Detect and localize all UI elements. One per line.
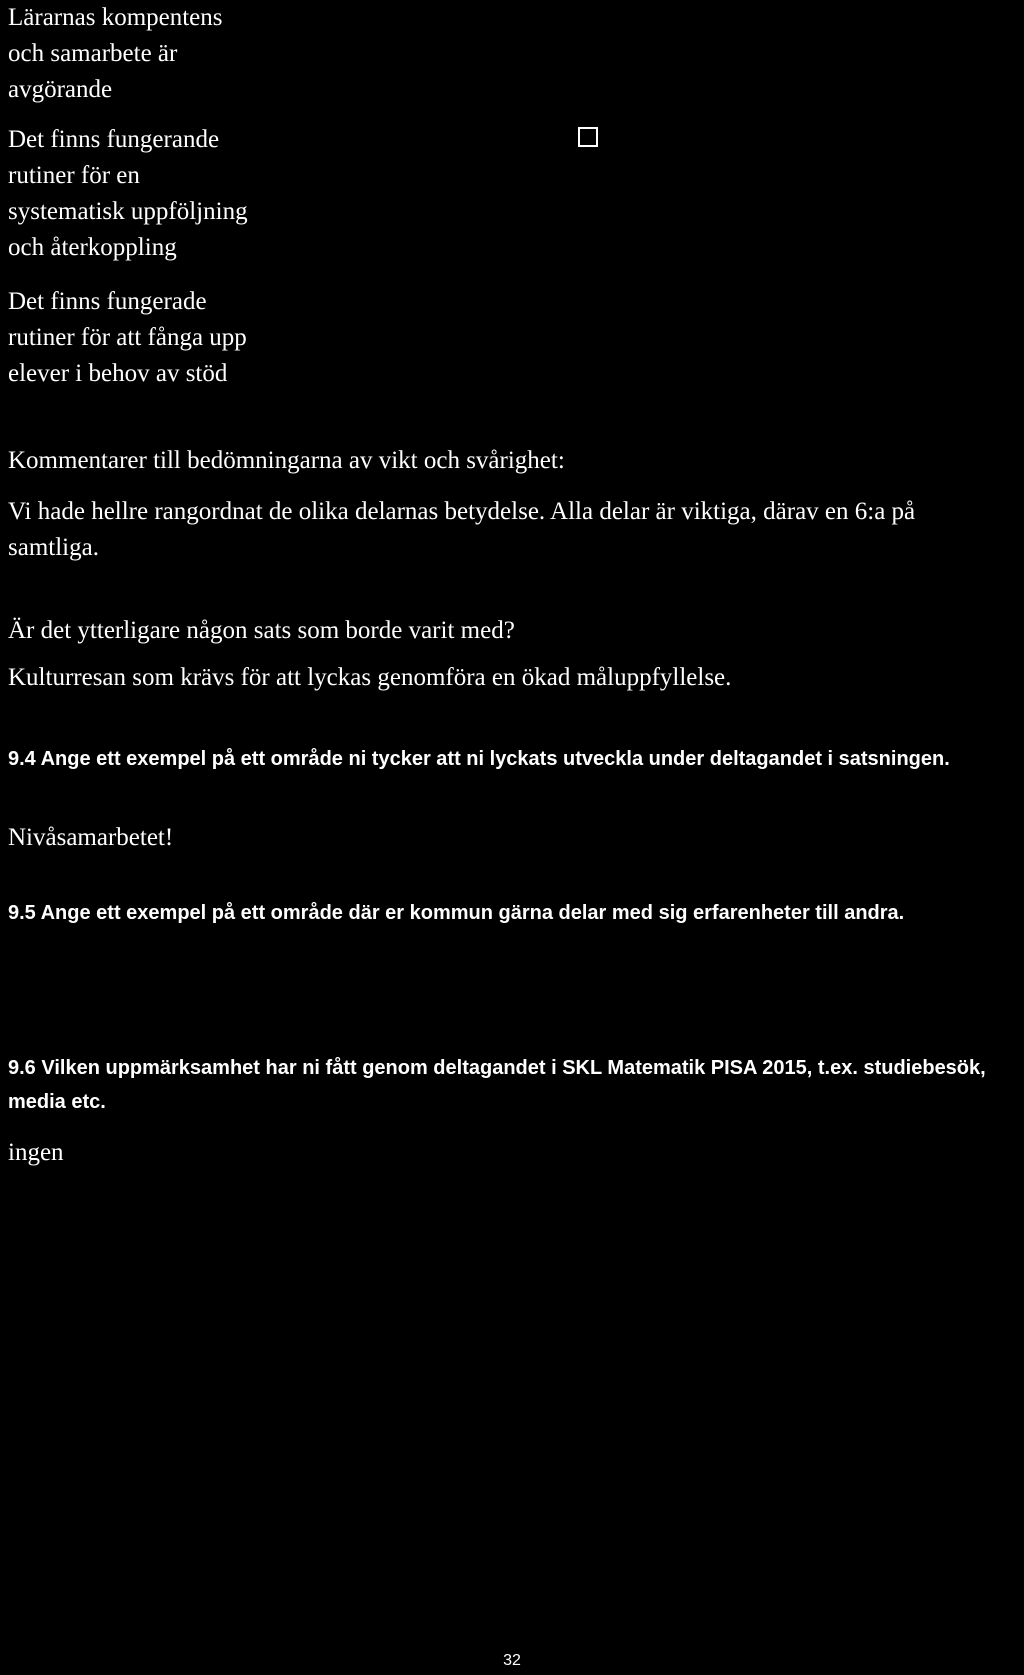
comments-heading: Kommentarer till bedömningarna av vikt och svårighet: bbox=[8, 447, 565, 474]
question-9-6: 9.6 Vilken uppmärksamhet har ni fått genom deltagandet i SKL Matematik PISA 2015, t.ex. studiebesök, media etc. bbox=[8, 1057, 986, 1113]
criteria-item-follow-up-routines: Det finns fungerande rutiner för en systematisk uppföljning och återkoppling bbox=[8, 126, 248, 261]
additional-answer: Kulturresan som krävs för att lyckas genomföra en ökad måluppfyllelse. bbox=[8, 664, 732, 691]
answer-9-6: ingen bbox=[8, 1139, 64, 1166]
additional-question: Är det ytterligare någon sats som borde varit med? bbox=[8, 617, 515, 644]
question-9-5: 9.5 Ange ett exempel på ett område där er kommun gärna delar med sig erfarenheter till andra. bbox=[8, 902, 905, 924]
question-9-4: 9.4 Ange ett exempel på ett område ni tycker att ni lyckats utveckla under deltagandet i satsningen. bbox=[8, 748, 950, 770]
criteria-item-support-routines: Det finns fungerade rutiner för att fånga upp elever i behov av stöd bbox=[8, 288, 247, 387]
criteria-item-teacher-competence: Lärarnas kompentens och samarbete är avgörande bbox=[8, 4, 223, 103]
answer-9-4: Nivåsamarbetet! bbox=[8, 824, 174, 851]
rating-checkbox[interactable] bbox=[578, 127, 598, 147]
page-number: 32 bbox=[503, 1652, 521, 1669]
comments-answer: Vi hade hellre rangordnat de olika delarnas betydelse. Alla delar är viktiga, därav en 6:a på samtliga. bbox=[8, 498, 916, 561]
